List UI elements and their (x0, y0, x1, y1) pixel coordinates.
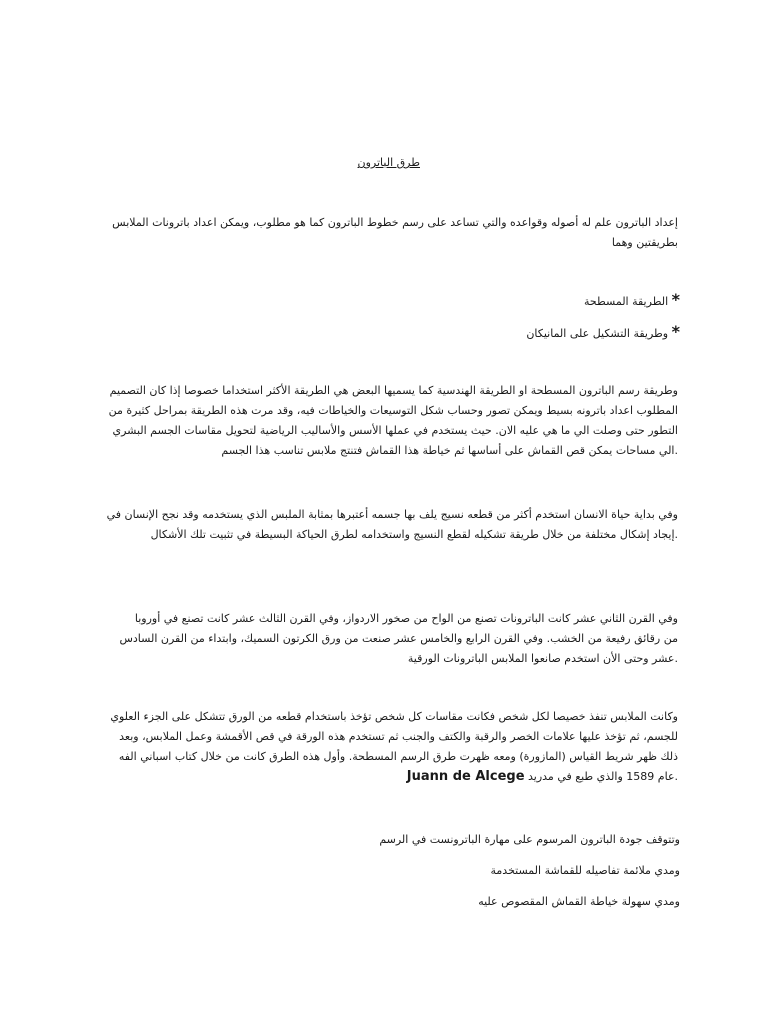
paragraph-line: من رقائق رفيعة من الخشب. وفي القرن الرابع والخامس عشر صنعت من ورق الكرتون السميك، وابتداء من القرن السادس (119, 632, 678, 645)
bullet-star-icon: * (671, 322, 680, 341)
paragraph-line: .عشر وحتى الأن استخدم صانعوا الملابس الباترونات الورقية (407, 652, 678, 665)
method-draping-label: وطريقة التشكيل على المانيكان (526, 327, 669, 340)
paragraph-line: وطريقة رسم الباترون المسطحة او الطريقة الهندسية كما يسميها البعض هي الطريقة الأكثر استخداما خصوصا إذا كان التصميم (109, 384, 678, 397)
paragraph-line: التطور حتى وصلت الي ما هي عليه الان. حيث يستخدم في عملها الأسس والأساليب الرياضية لتحويل مقاسات الجسم البشري (112, 424, 678, 437)
quality-list (300, 824, 680, 917)
method-flat-label: الطريقة المسطحة (584, 295, 669, 308)
author-name: Juann de Alcege (406, 769, 525, 784)
method-draping (400, 322, 680, 344)
intro-line: بطريقتين وهما (611, 236, 678, 249)
intro-paragraph (98, 213, 678, 253)
quality-line: ومدي ملائمة تفاصيله للقماشة المستخدمة (490, 864, 680, 877)
paragraph-line: وكانت الملابس تنفذ خصيصا لكل شخص فكانت مقاسات كل شخص تؤخذ باستخدام قطعه من الورق تتشكل على الجزء العلوي (110, 710, 678, 723)
page-title: طرق الباترون (357, 156, 420, 169)
paragraph-line: .الي مساحات يمكن قص القماش على أساسها ثم خياطة هذا القماش فتنتج ملابس تناسب هذا الجسم (221, 444, 678, 457)
history-paragraph-early (98, 505, 678, 545)
flat-method-paragraph (98, 381, 678, 461)
paragraph-line: .إيجاد إشكال مختلفة من خلال طريقة تشكيله لقطع النسيج واستخدامه لطرق الحياكة البسيطة في تثبيت تلك الأشكال (150, 528, 678, 541)
method-flat (400, 290, 680, 312)
intro-line: إعداد الباترون علم له أصوله وقواعده والتي تساعد على رسم خطوط الباترون كما هو مطلوب، ويمكن اعداد باترونات الملابس (112, 216, 678, 229)
bullet-star-icon: * (671, 290, 680, 309)
paragraph-line: للجسم، ثم تؤخذ عليها علامات الخصر والرقبة والكتف والجنب ثم تستخدم هذه الورقة في قص الأقمشة وعمل الملابس، وبعد (119, 730, 678, 743)
paragraph-line: وفي القرن الثاني عشر كانت الباترونات تصنع من الواح من صخور الاردواز، وفي القرن الثالث عشر كانت تصنع في أوروبا (134, 612, 678, 625)
quality-line: وتتوقف جودة الباترون المرسوم على مهارة الباترونست في الرسم (379, 833, 680, 846)
last-line-text: .عام 1589 والذي طبع في مدريد (528, 770, 678, 783)
paragraph-line: ذلك ظهر شريط القياس (المازورة) ومعه ظهرت طرق الرسم المسطحة. وأول هذه الطرق كانت من خلال كتاب اسباني الفه (118, 750, 678, 763)
paragraph-last-line (98, 767, 678, 787)
history-paragraph-tailoring (98, 707, 678, 787)
quality-line: ومدي سهولة خياطة القماش المقصوص عليه (478, 895, 680, 908)
history-paragraph-centuries (98, 609, 678, 669)
paragraph-line: وفي بداية حياة الانسان استخدم أكثر من قطعه نسيج يلف بها جسمه أعتبرها بمثابة الملبس الذي يستخدمه وقد نجح الإنسان في (106, 508, 678, 521)
paragraph-line: المطلوب اعداد باترونه بسيط ويمكن تصور وحساب شكل التوسيعات والخياطات فيه، وقد مرت هذه الطريقة بمراحل كثيرة من (108, 404, 678, 417)
